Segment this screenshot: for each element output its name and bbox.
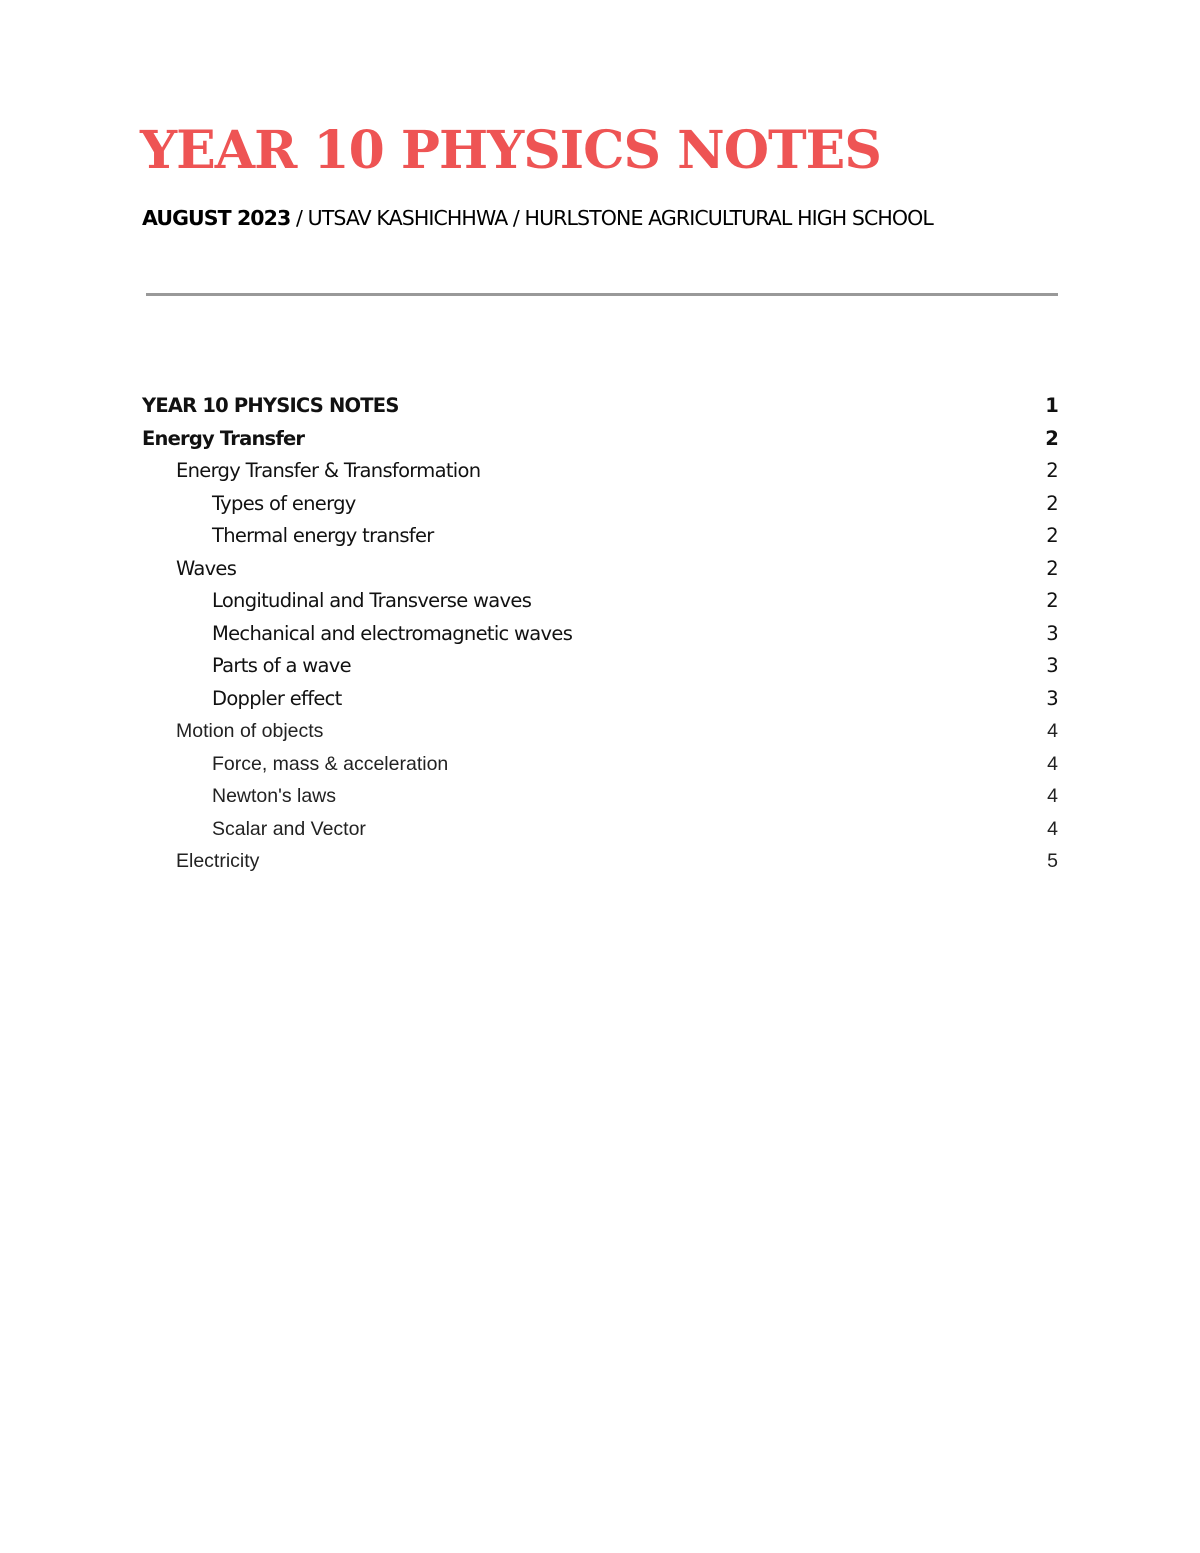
toc-entry-page: 3 xyxy=(1046,654,1058,677)
toc-entry[interactable] xyxy=(142,488,1058,521)
toc-entry[interactable] xyxy=(142,423,1058,456)
toc-entry-page: 2 xyxy=(1046,524,1058,547)
toc-entry[interactable] xyxy=(142,455,1058,488)
document-subtitle xyxy=(142,204,933,232)
subtitle-author-school: / UTSAV KASHICHHWA / HURLSTONE AGRICULTURAL HIGH SCHOOL xyxy=(290,206,933,230)
toc-entry[interactable] xyxy=(142,520,1058,553)
toc-entry-label: Thermal energy transfer xyxy=(212,524,434,547)
toc-entry-label: Longitudinal and Transverse waves xyxy=(212,589,532,612)
toc-entry[interactable] xyxy=(142,813,1058,846)
toc-entry-label: Energy Transfer xyxy=(142,426,305,450)
toc-entry-page: 2 xyxy=(1046,589,1058,612)
toc-entry-label: Parts of a wave xyxy=(212,654,351,677)
toc-entry-page: 2 xyxy=(1046,459,1058,482)
toc-entry-label: Electricity xyxy=(176,850,260,872)
toc-entry-label: Force, mass & acceleration xyxy=(212,752,449,775)
toc-entry-label: Energy Transfer & Transformation xyxy=(176,459,481,482)
toc-entry-label: Motion of objects xyxy=(176,720,324,742)
toc-entry-page: 5 xyxy=(1047,850,1058,872)
horizontal-divider xyxy=(146,293,1058,296)
toc-entry[interactable] xyxy=(142,845,1058,878)
toc-entry-page: 2 xyxy=(1046,556,1058,580)
document-title: YEAR 10 PHYSICS NOTES xyxy=(140,120,881,181)
toc-entry-page: 4 xyxy=(1047,752,1058,775)
toc-entry[interactable] xyxy=(142,748,1058,781)
toc-entry-label: YEAR 10 PHYSICS NOTES xyxy=(142,394,399,417)
toc-entry[interactable] xyxy=(142,585,1058,618)
toc-entry[interactable] xyxy=(142,780,1058,813)
toc-entry[interactable] xyxy=(142,553,1058,586)
toc-entry-label: Types of energy xyxy=(212,491,356,515)
toc-entry-page: 1 xyxy=(1045,394,1058,417)
toc-entry[interactable] xyxy=(142,650,1058,683)
toc-entry-label: Mechanical and electromagnetic waves xyxy=(212,621,573,645)
toc-entry[interactable] xyxy=(142,390,1058,423)
toc-entry-label: Doppler effect xyxy=(212,686,342,710)
toc-entry-label: Scalar and Vector xyxy=(212,817,366,840)
toc-entry-label: Waves xyxy=(176,556,237,580)
toc-entry-page: 2 xyxy=(1045,426,1058,450)
table-of-contents xyxy=(142,390,1058,878)
toc-entry[interactable] xyxy=(142,683,1058,716)
toc-entry-page: 4 xyxy=(1047,785,1058,807)
toc-entry[interactable] xyxy=(142,715,1058,748)
subtitle-date: AUGUST 2023 xyxy=(142,206,291,230)
toc-entry[interactable] xyxy=(142,618,1058,651)
toc-entry-label: Newton's laws xyxy=(212,785,337,807)
toc-entry-page: 4 xyxy=(1047,817,1058,840)
toc-entry-page: 3 xyxy=(1046,621,1058,645)
toc-entry-page: 3 xyxy=(1046,686,1058,710)
toc-entry-page: 2 xyxy=(1046,491,1058,515)
toc-entry-page: 4 xyxy=(1047,720,1058,742)
